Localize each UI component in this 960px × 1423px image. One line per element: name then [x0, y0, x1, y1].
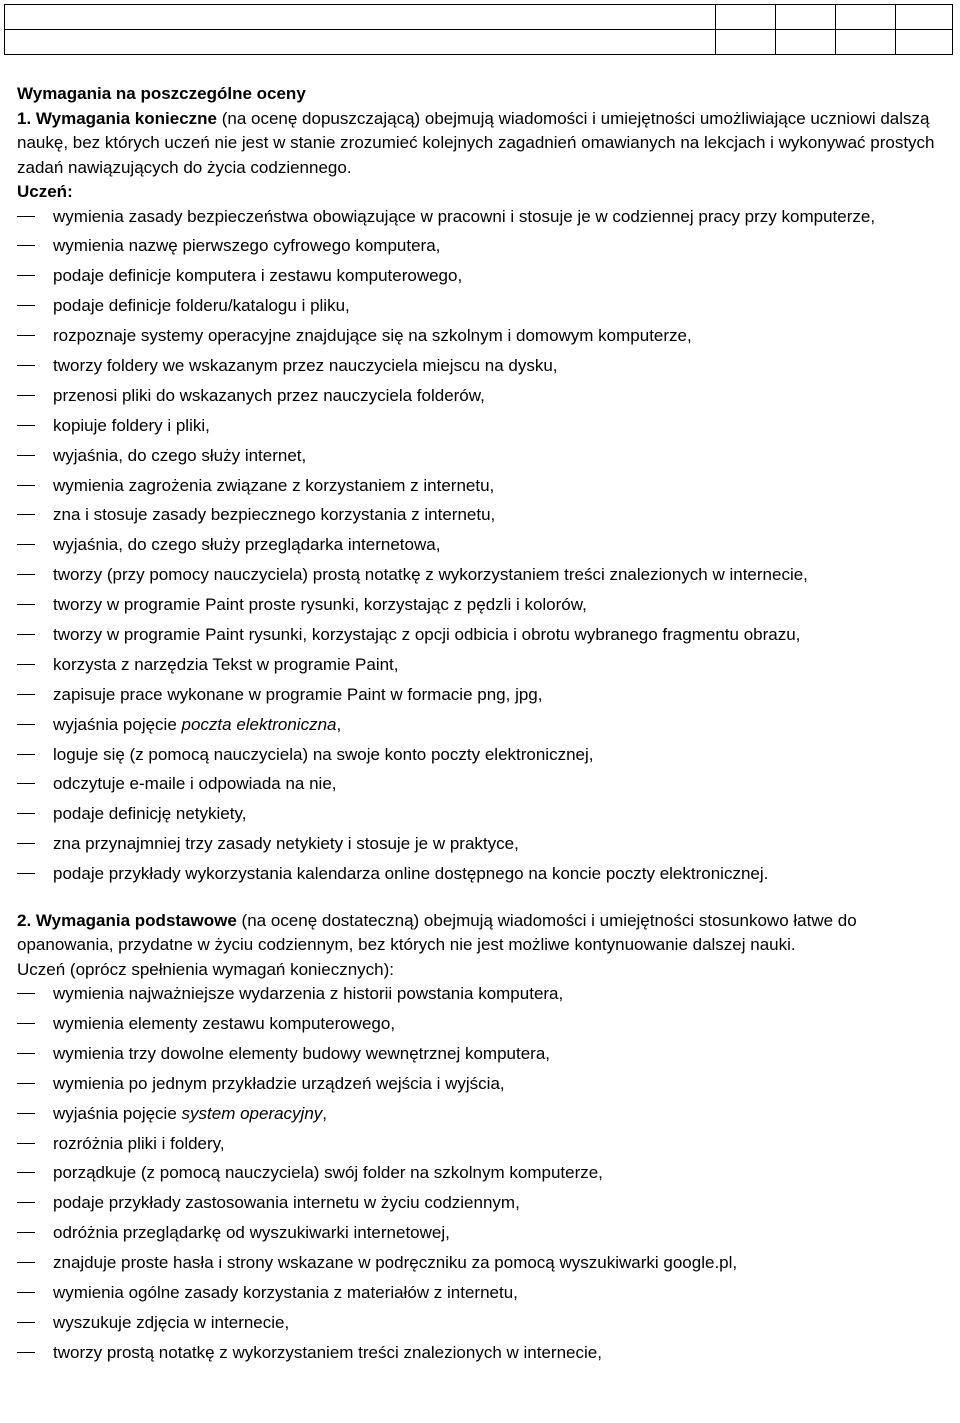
dash-bullet-icon: [17, 245, 35, 246]
list-item: [17, 474, 947, 499]
dash-bullet-icon: [17, 335, 35, 336]
dash-bullet-icon: [17, 724, 35, 725]
list-item: [17, 1132, 947, 1157]
italic-term: poczta elektroniczna: [181, 714, 337, 734]
list-item: [17, 1221, 947, 1246]
list-item-text: tworzy prostą notatkę z wykorzystaniem treści znalezionych w internecie,: [53, 1342, 602, 1362]
list-item-text: tworzy foldery we wskazanym przez nauczyciela miejscu na dysku,: [53, 355, 558, 375]
list-item-text: porządkuje (z pomocą nauczyciela) swój folder na szkolnym komputerze,: [53, 1163, 603, 1183]
list-item: [17, 982, 947, 1007]
dash-bullet-icon: [17, 694, 35, 695]
dash-bullet-icon: [17, 1292, 35, 1293]
section-1-number: 1.: [17, 108, 36, 128]
list-item-text: zapisuje prace wykonane w programie Paint w formacie png, jpg,: [53, 684, 543, 704]
list-item-text: wyjaśnia, do czego służy internet,: [53, 445, 307, 465]
list-item-text: wyjaśnia, do czego służy przeglądarka internetowa,: [53, 535, 441, 555]
section-2-number: 2.: [17, 910, 36, 930]
list-item-text: loguje się (z pomocą nauczyciela) na swoje konto poczty elektronicznej,: [53, 744, 594, 764]
dash-bullet-icon: [17, 1262, 35, 1263]
list-item-text: rozpoznaje systemy operacyjne znajdujące się na szkolnym i domowym komputerze,: [53, 326, 692, 346]
list-item: [17, 234, 947, 259]
list-item: [17, 683, 947, 708]
list-item-text: przenosi pliki do wskazanych przez nauczyciela folderów,: [53, 385, 485, 405]
dash-bullet-icon: [17, 514, 35, 515]
list-item-text: wyszukuje zdjęcia w internecie,: [53, 1312, 290, 1332]
section-2-student-label: Uczeń (oprócz spełnienia wymagań koniecznych):: [17, 959, 395, 979]
list-item-text: odczytuje e-maile i odpowiada na nie,: [53, 774, 337, 794]
table-cell: [896, 5, 953, 30]
list-item-text: zna i stosuje zasady bezpiecznego korzystania z internetu,: [53, 505, 496, 525]
list-item-text: kopiuje foldery i pliki,: [53, 415, 210, 435]
list-item: [17, 354, 947, 379]
dash-bullet-icon: [17, 634, 35, 635]
list-item-text: podaje definicję netykiety,: [53, 804, 247, 824]
dash-bullet-icon: [17, 275, 35, 276]
section-1-requirements-list: [17, 205, 947, 887]
table-cell: [776, 5, 836, 30]
list-item: [17, 1161, 947, 1186]
list-item: [17, 743, 947, 768]
section-1-heading: Wymagania konieczne: [35, 108, 217, 128]
table-row: [5, 5, 953, 30]
table-cell: [836, 5, 896, 30]
table-cell: [5, 5, 716, 30]
section-1-student-label: Uczeń:: [17, 182, 73, 201]
list-item-text: wyjaśnia pojęcie: [53, 1103, 182, 1123]
list-item: [17, 832, 947, 857]
dash-bullet-icon: [17, 574, 35, 575]
document-body: [17, 82, 947, 1371]
dash-bullet-icon: [17, 455, 35, 456]
list-item: [17, 802, 947, 827]
list-item-text: ,: [322, 1103, 328, 1123]
dash-bullet-icon: [17, 843, 35, 844]
list-item: [17, 772, 947, 797]
list-item: [17, 414, 947, 439]
dash-bullet-icon: [17, 1023, 35, 1024]
dash-bullet-icon: [17, 544, 35, 545]
list-item-text: rozróżnia pliki i foldery,: [53, 1133, 225, 1153]
list-item-text: podaje przykłady wykorzystania kalendarza online dostępnego na koncie poczty elektronicznej.: [53, 864, 769, 884]
dash-bullet-icon: [17, 1053, 35, 1054]
dash-bullet-icon: [17, 305, 35, 306]
section-2-requirements-list: [17, 982, 947, 1365]
table-row: [5, 30, 953, 55]
section-2-intro: [17, 909, 947, 958]
dash-bullet-icon: [17, 216, 35, 217]
list-item: [17, 623, 947, 648]
dash-bullet-icon: [17, 993, 35, 994]
list-item-text: wymienia najważniejsze wydarzenia z historii powstania komputera,: [53, 984, 564, 1004]
list-item-text: wyjaśnia pojęcie: [53, 714, 182, 734]
dash-bullet-icon: [17, 395, 35, 396]
list-item-text: odróżnia przeglądarkę od wyszukiwarki internetowej,: [53, 1223, 450, 1243]
list-item-text: znajduje proste hasła i strony wskazane w podręczniku za pomocą wyszukiwarki google.pl,: [53, 1253, 738, 1273]
list-item-text: ,: [336, 714, 342, 734]
section-1-description: (na ocenę dopuszczającą) obejmują wiadomości i umiejętności umożliwiające uczniowi dalszą naukę, bez których uczeń nie jest w stanie zrozumieć kolejnych zagadnień omawianych na lekcjach i wykonywać prostych zadań nawiązujących do życia codziennego.: [17, 108, 935, 177]
list-item-text: podaje przykłady zastosowania internetu w życiu codziennym,: [53, 1193, 520, 1213]
list-item-text: korzysta z narzędzia Tekst w programie Paint,: [53, 654, 399, 674]
list-item-text: podaje definicje folderu/katalogu i pliku,: [53, 296, 350, 316]
list-item: [17, 862, 947, 887]
list-item-text: wymienia elementy zestawu komputerowego,: [53, 1013, 396, 1033]
list-item-text: wymienia zagrożenia związane z korzystaniem z internetu,: [53, 475, 495, 495]
list-item: [17, 1072, 947, 1097]
list-item: [17, 533, 947, 558]
dash-bullet-icon: [17, 365, 35, 366]
dash-bullet-icon: [17, 664, 35, 665]
table-cell: [836, 30, 896, 55]
list-item: [17, 1341, 947, 1366]
dash-bullet-icon: [17, 783, 35, 784]
list-item: [17, 503, 947, 528]
dash-bullet-icon: [17, 1352, 35, 1353]
list-item: [17, 1191, 947, 1216]
list-item: [17, 1102, 947, 1127]
section-2-description: (na ocenę dostateczną) obejmują wiadomości i umiejętności stosunkowo łatwe do opanowania, przydatne w życiu codziennym, bez których nie jest możliwe kontynuowanie dalszej nauki.: [17, 910, 857, 955]
page-title: Wymagania na poszczególne oceny: [17, 84, 306, 103]
list-item: [17, 713, 947, 738]
list-item: [17, 205, 947, 230]
list-item: [17, 653, 947, 678]
dash-bullet-icon: [17, 754, 35, 755]
list-item: [17, 384, 947, 409]
dash-bullet-icon: [17, 425, 35, 426]
header-grid-table: [4, 4, 953, 55]
dash-bullet-icon: [17, 1143, 35, 1144]
list-item-text: tworzy w programie Paint proste rysunki, korzystając z pędzli i kolorów,: [53, 595, 587, 615]
dash-bullet-icon: [17, 1172, 35, 1173]
list-item: [17, 324, 947, 349]
list-item-text: wymienia zasady bezpieczeństwa obowiązujące w pracowni i stosuje je w codziennej pracy przy komputerze,: [53, 206, 876, 226]
list-item-text: podaje definicje komputera i zestawu komputerowego,: [53, 266, 463, 286]
list-item: [17, 1012, 947, 1037]
list-item: [17, 563, 947, 588]
list-item: [17, 444, 947, 469]
dash-bullet-icon: [17, 1083, 35, 1084]
list-item: [17, 1251, 947, 1276]
table-cell: [716, 5, 776, 30]
dash-bullet-icon: [17, 1202, 35, 1203]
section-2-heading: Wymagania podstawowe: [35, 910, 237, 930]
list-item: [17, 294, 947, 319]
dash-bullet-icon: [17, 1232, 35, 1233]
list-item-text: wymienia ogólne zasady korzystania z materiałów z internetu,: [53, 1283, 518, 1302]
dash-bullet-icon: [17, 813, 35, 814]
list-item-text: wymienia trzy dowolne elementy budowy wewnętrznej komputera,: [53, 1043, 551, 1063]
table-cell: [776, 30, 836, 55]
italic-term: system operacyjny: [181, 1103, 323, 1123]
list-item-text: tworzy (przy pomocy nauczyciela) prostą notatkę z wykorzystaniem treści znalezionych w internecie,: [53, 565, 808, 585]
section-1-intro: [17, 107, 947, 181]
dash-bullet-icon: [17, 1322, 35, 1323]
list-item: [17, 264, 947, 289]
table-cell: [5, 30, 716, 55]
list-item: [17, 1311, 947, 1336]
dash-bullet-icon: [17, 1113, 35, 1114]
table-cell: [896, 30, 953, 55]
list-item: [17, 593, 947, 618]
table-cell: [716, 30, 776, 55]
list-item-text: wymienia nazwę pierwszego cyfrowego komputera,: [53, 236, 441, 256]
dash-bullet-icon: [17, 873, 35, 874]
list-item-text: zna przynajmniej trzy zasady netykiety i stosuje je w praktyce,: [53, 834, 519, 854]
list-item-text: wymienia po jednym przykładzie urządzeń wejścia i wyjścia,: [53, 1073, 505, 1093]
list-item: [17, 1281, 947, 1306]
dash-bullet-icon: [17, 604, 35, 605]
list-item: [17, 1042, 947, 1067]
list-item-text: tworzy w programie Paint rysunki, korzystając z opcji odbicia i obrotu wybranego fragmentu obrazu,: [53, 624, 801, 644]
dash-bullet-icon: [17, 485, 35, 486]
